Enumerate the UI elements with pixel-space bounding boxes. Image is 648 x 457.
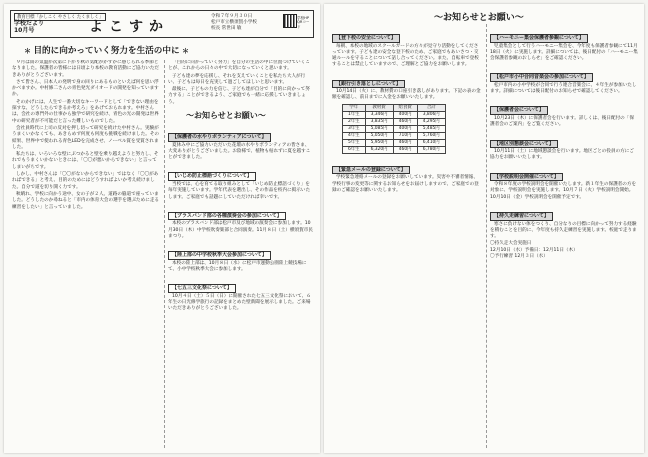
fee-col-header: 教材費 bbox=[365, 104, 393, 111]
table-row bbox=[343, 111, 446, 118]
table-row bbox=[343, 132, 446, 139]
star-icon: ＊ bbox=[179, 47, 189, 55]
issue-date: 令和７年９月３０日 bbox=[211, 14, 253, 19]
notice-item bbox=[490, 130, 638, 162]
table-row bbox=[343, 118, 446, 125]
fee-cell: 5,950円 bbox=[365, 139, 393, 146]
newsletter-series bbox=[14, 20, 44, 34]
notice-heading: 【いじめ防止標語づくりについて】 bbox=[168, 172, 256, 181]
notice-text: 10月14日（火）に、教材費の口座引き落しがあります。下記の表の金額を確認し、前日までに入金をお願いいたします。 bbox=[332, 89, 481, 101]
fee-cell: 6,780円 bbox=[417, 146, 445, 153]
fee-cell: 2年生 bbox=[343, 118, 366, 125]
notice-item bbox=[490, 63, 638, 95]
right-page bbox=[324, 4, 644, 453]
fee-cell: 460円 bbox=[393, 146, 417, 153]
notice-heading: 【学校説明会開催について】 bbox=[490, 173, 563, 182]
qr-code-icon[interactable] bbox=[283, 14, 297, 28]
fee-cell: 460円 bbox=[393, 118, 417, 125]
notice-item bbox=[490, 163, 638, 201]
fee-cell: 5年生 bbox=[343, 139, 366, 146]
star-icon: ＊ bbox=[24, 47, 34, 55]
notice-heading: 【七五三文化祭について】 bbox=[168, 284, 236, 293]
notice-text: 令和８年度の学校説明会を開催いたします。新１年生の保護者の方を対象に、学校説明会を実施します。10月７日（火）学校説明会開始。10月10日（金）学校説明会を開催予定です。 bbox=[490, 182, 637, 200]
fee-table bbox=[342, 104, 446, 154]
principal-name: 校長 常世田 敏 bbox=[211, 26, 242, 31]
feature-paragraph: ９月は雨の気温が次第に下がり秋の気配がかすかに感じられる季節となりました。保護者の皆様には日頃より本校の教育活動にご協力いただきありがとうございます。 bbox=[12, 60, 160, 78]
notice-heading: 【持久走練習について】 bbox=[490, 212, 553, 221]
notice-text: 寒さに負けない体をつくり、自分なりの目標に向かって努力する経験を積むことを目的に、今年度も持久走練習を実施します。校庭で走ります。 bbox=[490, 221, 637, 240]
table-row bbox=[343, 125, 446, 132]
notice-text: 夏休み中にご協力いただいた花壇の水やりボランティアの皆さま、大変ありがとうございました。お陰様で、植物も枯れずに夏を越すことができました。 bbox=[168, 142, 311, 161]
notice-text: 児童集会として行うハーモニー集会を、今年度も保護者参観にて11月18日（火）に実施します。詳細については、後日配付の「ハーモニー集会保護者参観のおしらせ」をご確認ください。 bbox=[490, 43, 638, 62]
fee-cell: 460円 bbox=[393, 139, 417, 146]
notice-heading: 【松戸市小中合同音楽会の参加について】 bbox=[490, 73, 593, 82]
notice-heading: 【登下校の安全について】 bbox=[332, 34, 400, 43]
notice-heading: 【プラスバンド部の各種演奏会の参加について】 bbox=[168, 212, 286, 221]
notice-item bbox=[168, 241, 314, 273]
fee-cell: 1年生 bbox=[343, 111, 366, 118]
fee-cell: 3,346円 bbox=[365, 111, 393, 118]
fee-cell: 5,085円 bbox=[365, 125, 393, 132]
feature-column-1 bbox=[12, 60, 160, 450]
newsletter-title: よこすか bbox=[89, 19, 169, 35]
table-row bbox=[343, 146, 446, 153]
feature-paragraph: 「目的に向かっていく努力」を自分の生活の中に位置づけていくことが、これからの日々の中で大切になっていくと思います。 bbox=[168, 60, 310, 72]
notice-item bbox=[168, 202, 314, 240]
notice-item bbox=[332, 24, 482, 69]
fee-col-header: 合計 bbox=[417, 104, 445, 111]
marathon-schedule bbox=[490, 241, 638, 260]
column-divider bbox=[486, 24, 487, 448]
fee-cell: 6,410円 bbox=[417, 139, 445, 146]
feature-headline: ＊ 目的に向かっていく努力を生活の中に ＊ bbox=[24, 46, 189, 56]
fee-cell: 6年生 bbox=[343, 146, 366, 153]
fee-cell: 4年生 bbox=[343, 132, 366, 139]
notice-heading: 【保護者会について】 bbox=[490, 106, 548, 115]
feature-paragraph: 子ども達の夢を応援し、それを支えていくことを私たち大人が行い、子どもは毎日を充実して過ごしてほしいと思います。 bbox=[168, 73, 306, 85]
feature-paragraph: 最後に、子どもの力を信じ、子ども達が自分で「目的に向かって努力する」ことができるよう、ご家庭でも一緒に応援していきましょう。 bbox=[168, 87, 310, 105]
fee-table-header bbox=[343, 104, 446, 111]
issue-meta bbox=[211, 14, 257, 32]
fee-cell: 5,760円 bbox=[417, 132, 445, 139]
fee-cell: 3,835円 bbox=[365, 118, 393, 125]
masthead bbox=[10, 10, 314, 38]
notice-item bbox=[490, 96, 638, 128]
feature-paragraph: 秋晴れ、学校に向かう途中、女の子が２人、道路の脇道で座っていました。どうしたのか尋ねると「市内の体育大会の選手を選ぶために走る練習をしたい」と言っていました。 bbox=[12, 191, 160, 210]
feature-paragraph: 私たちは、いろいろな壁にぶつかると壁を乗り越えようと努力し、それでもうまくいかないときには、「〇〇が悪いからできない」と言ってしまいがちです。 bbox=[12, 152, 159, 170]
notice-text: 毎朝、本校の地域のスクールガードの方々が見守り活動をしてくださっています。子ども達の安全な登下校のため、ご家庭でもあいさつ・交通ルールを守ることについて話し合ってください。また、自転車で登校することは禁止していますので、ご理解とご協力をお願いします。 bbox=[332, 43, 479, 68]
feature-column-2 bbox=[168, 60, 314, 450]
left-page bbox=[4, 4, 320, 453]
notice-text: 本校の陸上部は、10月８日（水）に松戸市運動公園陸上競技場にて、小中学校秋季大会に参加します。 bbox=[168, 260, 307, 273]
notice-heading: 【陸上部の中学校秋季大会参加について】 bbox=[168, 251, 271, 260]
notice-text: 10月23日（木）に保護者会を行います。詳しくは、後日配付の「保護者会のご案内」をご覧ください。 bbox=[490, 115, 634, 128]
notice-text: 松戸市内の小中学校が合同で行う連合音楽会に、４年生が参加いたします。詳細については後日配付のお知らせで確認してください。 bbox=[490, 82, 637, 95]
issue-month: 10月号 bbox=[14, 27, 35, 34]
fee-cell: 6,320円 bbox=[365, 146, 393, 153]
fee-cell: 5,485円 bbox=[417, 125, 445, 132]
notice-item bbox=[490, 24, 638, 62]
notice-item bbox=[168, 274, 314, 312]
fee-cell: 4,295円 bbox=[417, 118, 445, 125]
column-divider bbox=[164, 60, 165, 448]
notice-heading: 【保護者の水やりボランティアについて】 bbox=[168, 133, 271, 142]
right-page-heading: ～お知らせとお願い～ bbox=[434, 13, 524, 23]
fee-cell: 400円 bbox=[393, 125, 417, 132]
schedule-line: 〇予行練習 12月３日（水） bbox=[490, 254, 548, 260]
notice-text: 10月11日（土）に地域懇談会を行います。地区ごとの役員の方にご協力をお願いいたします。 bbox=[490, 149, 634, 161]
fee-cell: 3年生 bbox=[343, 125, 366, 132]
notice-item bbox=[168, 162, 314, 200]
fee-cell: 3,806円 bbox=[417, 111, 445, 118]
notices-column-3 bbox=[332, 24, 482, 450]
notice-text: 学校緊急連絡メールの登録をお願いしています。災害や不審者情報、学校行事の変更等に関するお知らせをお届けしますので、ご家庭での登録のご確認をお願いいたします。 bbox=[332, 175, 479, 193]
table-row bbox=[343, 139, 446, 146]
qr-code-label: 学校HP QRコード bbox=[297, 16, 310, 29]
schedule-line: 〇持久走大会実施日 bbox=[490, 241, 532, 247]
feature-paragraph: 会社員時代に上司の反対を押し切って研究を続けた中村さん。実験がうまくいかなくても、あきらめず何度も何度も挑戦を続けました。その結果、世界中で使われる青色LEDを完成させ、ノーベル賞を受賞されました。 bbox=[12, 125, 160, 150]
schedule-line: 12月10日（水）予備日：12月11日（木） bbox=[490, 247, 578, 253]
notice-item bbox=[168, 123, 314, 161]
notice-text: 本校のプラスバンド部は松戸市及び地域の演奏会に参加します。10月30日（木）中学校吹奏楽部と合同演奏。11月８日（土）横須賀市民まつり。 bbox=[168, 221, 313, 239]
notices-column-4 bbox=[490, 24, 638, 450]
feature-paragraph: さて皆さん、日本人の発明で身の回りにあるものといえば何を思い浮かべますか。中村修二さんの青色発光ダイオードの開発を知っていますか。 bbox=[12, 79, 159, 98]
notice-heading: 【地区別懇談会について】 bbox=[490, 140, 558, 149]
school-name: 松戸市立横須賀小学校 bbox=[211, 20, 257, 25]
fee-cell: 5,050円 bbox=[365, 132, 393, 139]
notice-heading: 【ハーモニー集会保護者参観について】 bbox=[490, 34, 588, 43]
notice-heading: 【緊急メールの登録について】 bbox=[332, 166, 410, 175]
fee-cell: 710円 bbox=[393, 132, 417, 139]
series-name: 学校だより bbox=[14, 20, 45, 27]
notice-text: 10月４日（土）５日（日）に開催された七五三文化祭において、６年生の日光修学旅行の記録をまとめた壁新聞を展示しました。ご来場いただきありがとうございました。 bbox=[168, 293, 311, 312]
notices-heading: ～お知らせとお願い～ bbox=[186, 111, 266, 121]
feature-paragraph: しかし、中村さんは「〇〇がないからできない」ではなく「〇〇があればできる」と考え、目的のためにはどうすればよいか考え続けました。自分で道を切り開く力です。 bbox=[12, 172, 159, 190]
fee-col-header: 給食費 bbox=[393, 104, 417, 111]
fee-col-header: 学年 bbox=[343, 104, 366, 111]
feature-paragraph: そのかげには、人生で一番大切なキーワードとして「できない理由を探すな、どうしたらできるか考えろ」をあげておられます。中村さんは、会社の専門外の仕事から独学で研究を続け、青色の光の開発は世界中の研究者が不可能だと言った難しいものでした。 bbox=[12, 99, 159, 124]
notice-heading: 【銀行引き落としについて】 bbox=[332, 80, 405, 89]
notice-item bbox=[490, 202, 638, 240]
notice-item bbox=[332, 70, 482, 102]
fee-cell: 400円 bbox=[393, 111, 417, 118]
notice-text: 当校では、心を育てる取り組みとして「いじめ防止標語づくり」を毎年実施しています。学年代表を選出し、その作品を校内に掲示いたします。ご家庭でも話題にしていただければ幸いです。 bbox=[168, 181, 311, 200]
school-motto: 教育目標「かしこく やさしく たくましく」 bbox=[14, 13, 106, 21]
notice-item bbox=[332, 156, 482, 194]
